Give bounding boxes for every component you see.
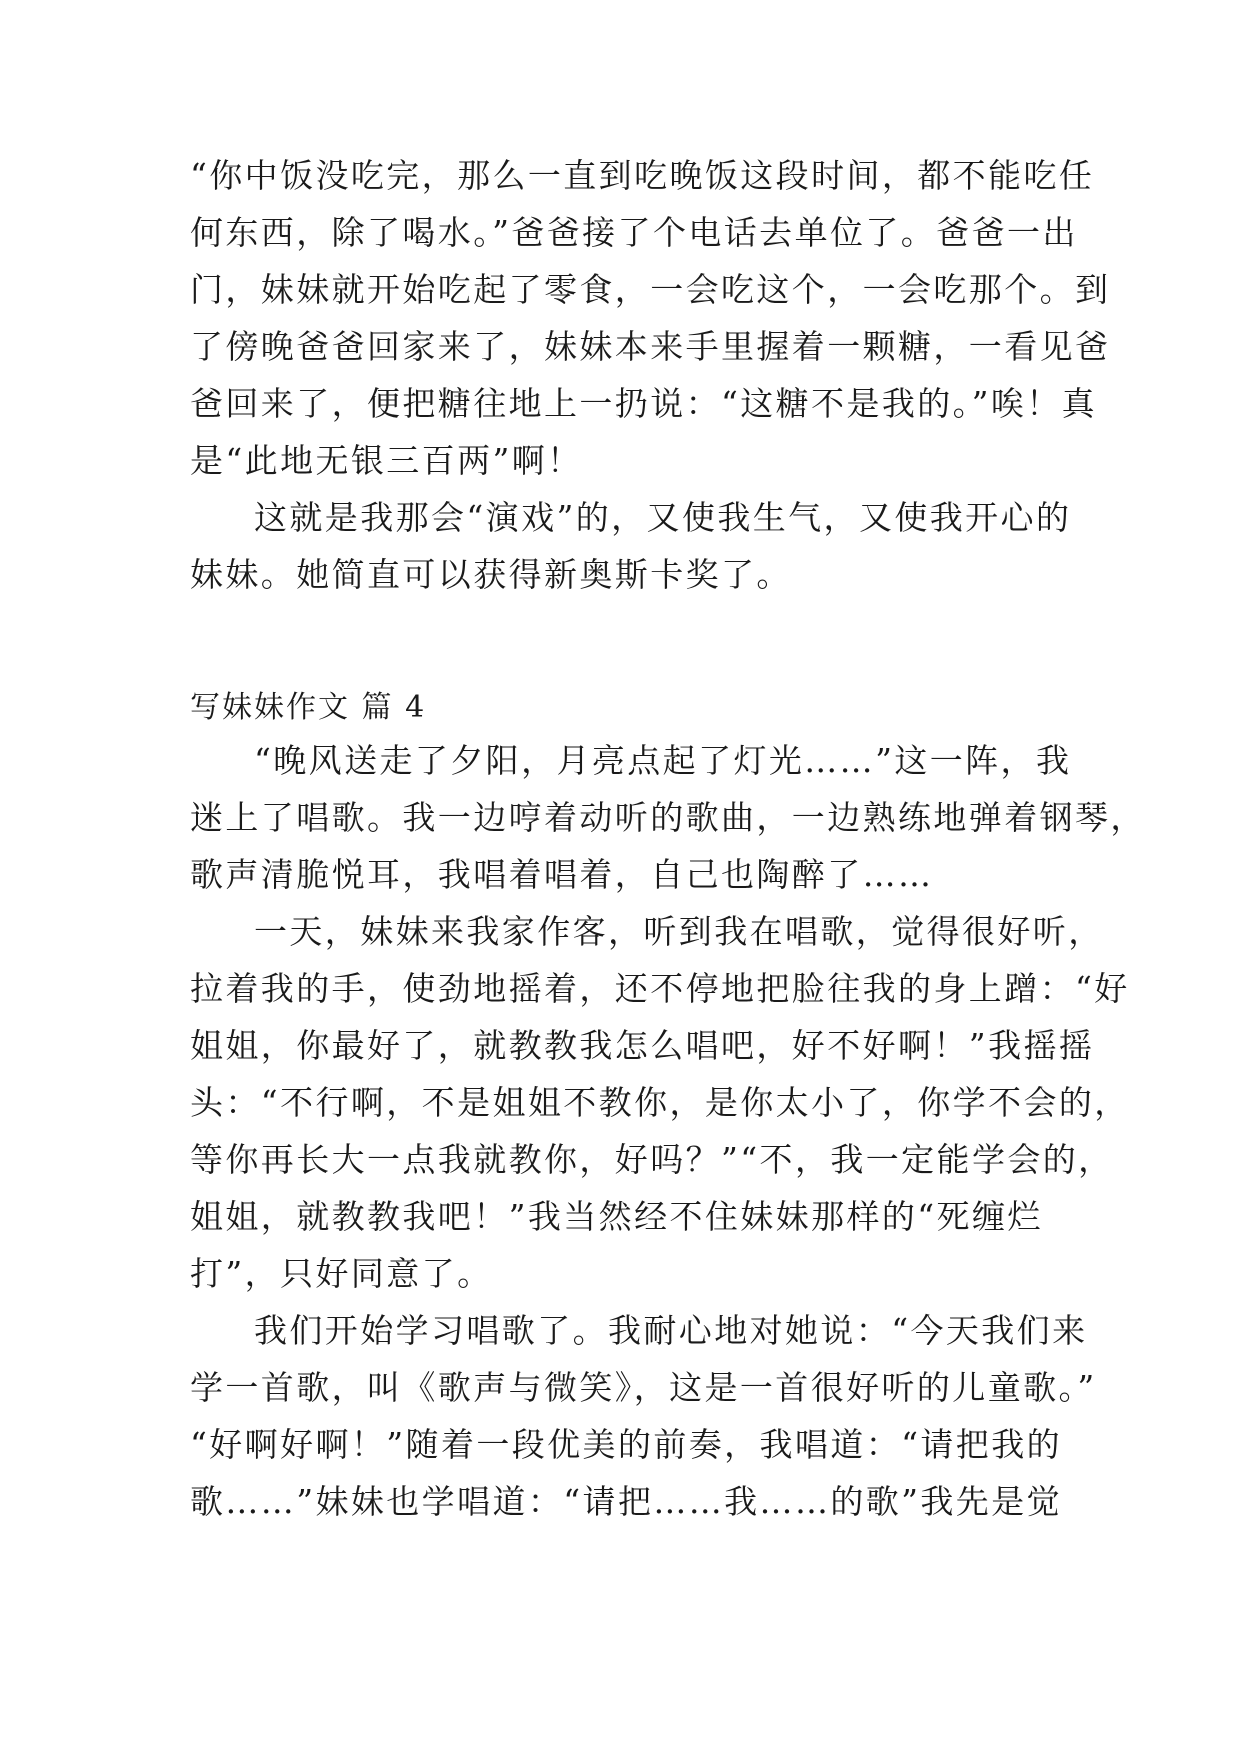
text-line: 这就是我那会“演戏”的，又使我生气，又使我开心的 <box>254 498 1072 537</box>
text-line: 门，妹妹就开始吃起了零食，一会吃这个，一会吃那个。到 <box>190 270 1111 309</box>
text-line: 歌……”妹妹也学唱道：“请把……我……的歌”我先是觉 <box>190 1482 1063 1521</box>
text-line: “晚风送走了夕阳，月亮点起了灯光……”这一阵，我 <box>254 741 1072 780</box>
text-line: 迷上了唱歌。我一边哼着动听的歌曲，一边熟练地弹着钢琴， <box>190 798 1146 837</box>
section-heading: 写妹妹作文 篇 4 <box>190 690 427 725</box>
text-line: 何东西，除了喝水。”爸爸接了个电话去单位了。爸爸一出 <box>190 213 1078 252</box>
text-line: 打”，只好同意了。 <box>190 1254 493 1293</box>
text-line: 学一首歌，叫《歌声与微笑》，这是一首很好听的儿童歌。” <box>190 1368 1097 1407</box>
text-line: 爸回来了，便把糖往地上一扔说：“这糖不是我的。”唉！真 <box>190 384 1098 423</box>
text-line: 头：“不行啊，不是姐姐不教你，是你太小了，你学不会的， <box>190 1083 1130 1122</box>
text-line: 一天，妹妹来我家作客，听到我在唱歌，觉得很好听， <box>254 912 1104 951</box>
text-line: 等你再长大一点我就教你，好吗？”“不，我一定能学会的， <box>190 1140 1114 1179</box>
text-line: 姐姐，你最好了，就教教我怎么唱吧，好不好啊！”我摇摇 <box>190 1026 1095 1065</box>
text-line: 我们开始学习唱歌了。我耐心地对她说：“今天我们来 <box>254 1311 1088 1350</box>
text-line: 歌声清脆悦耳，我唱着唱着，自己也陶醉了…… <box>190 855 934 894</box>
text-line: “好啊好啊！”随着一段优美的前奏，我唱道：“请把我的 <box>190 1425 1063 1464</box>
text-line: 姐姐，就教教我吧！”我当然经不住妹妹那样的“死缠烂 <box>190 1197 1043 1236</box>
text-line: 拉着我的手，使劲地摇着，还不停地把脸往我的身上蹭：“好 <box>190 969 1130 1008</box>
text-line: 了傍晚爸爸回家来了，妹妹本来手里握着一颗糖，一看见爸 <box>190 327 1111 366</box>
text-line: 是“此地无银三百两”啊！ <box>190 441 583 480</box>
text-line: 妹妹。她简直可以获得新奥斯卡奖了。 <box>190 555 792 594</box>
text-line: “你中饭没吃完，那么一直到吃晚饭这段时间，都不能吃任 <box>190 156 1095 195</box>
